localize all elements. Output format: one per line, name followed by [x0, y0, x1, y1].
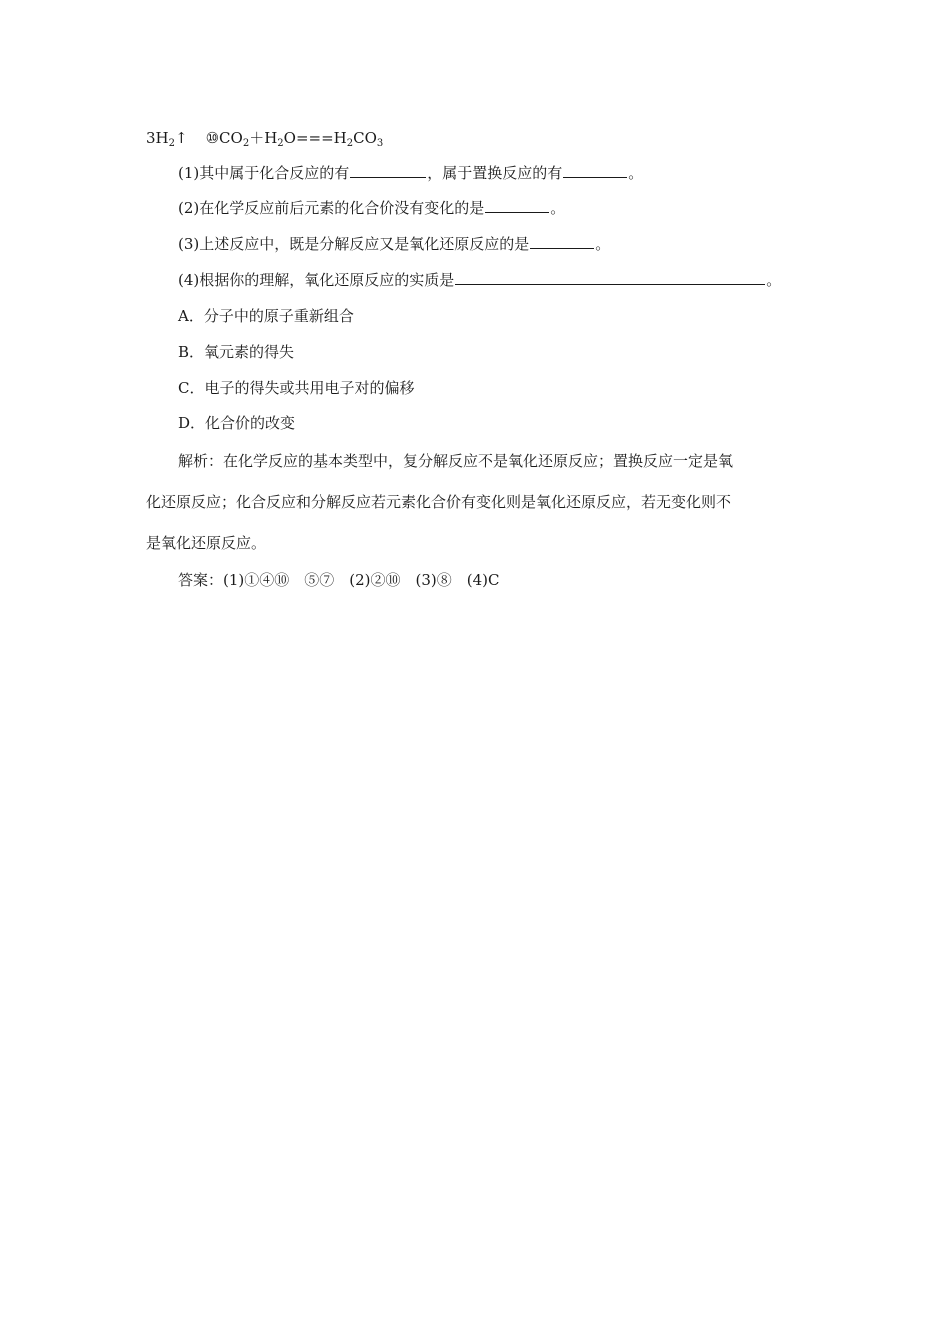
formula-o-eq: O===H	[283, 129, 347, 147]
up-arrow: ↑	[175, 129, 188, 147]
formula-co3: CO	[353, 129, 377, 147]
equation-line	[146, 128, 383, 148]
question-4-end: 。	[766, 271, 782, 289]
formula-co: CO	[219, 129, 243, 147]
answer-blank[interactable]	[530, 234, 594, 249]
question-3-text: (3)上述反应中，既是分解反应又是氧化还原反应的是	[178, 235, 530, 253]
analysis-line-3: 是氧化还原反应。	[146, 534, 267, 552]
answer-line: 答案：(1)①④⑩ ⑤⑦ (2)②⑩ (3)⑧ (4)C	[178, 571, 500, 589]
subscript: 2	[346, 138, 354, 149]
option-c: C．电子的得失或共用电子对的偏移	[178, 379, 415, 397]
answer-blank[interactable]	[455, 270, 765, 285]
formula-plus-h: ＋H	[249, 129, 278, 147]
reaction-number: ⑩	[205, 129, 220, 147]
question-2-text: (2)在化学反应前后元素的化合价没有变化的是	[178, 199, 485, 217]
answer-blank[interactable]	[563, 163, 627, 178]
question-3-end: 。	[595, 235, 611, 253]
question-4-text: (4)根据你的理解，氧化还原反应的实质是	[178, 271, 455, 289]
question-1-end: 。	[628, 164, 644, 182]
answer-blank[interactable]	[350, 163, 426, 178]
subscript: 2	[242, 138, 250, 149]
question-1-text-b: ，属于置换反应的有	[427, 164, 563, 182]
question-4	[178, 270, 781, 290]
analysis-line-2: 化还原反应；化合反应和分解反应若元素化合价有变化则是氧化还原反应，若无变化则不	[146, 493, 732, 511]
subscript: 2	[168, 138, 175, 149]
subscript: 2	[277, 138, 284, 149]
option-d: D．化合价的改变	[178, 414, 296, 432]
option-a: A．分子中的原子重新组合	[178, 307, 354, 325]
analysis-line-1: 解析：在化学反应的基本类型中，复分解反应不是氧化还原反应；置换反应一定是氧	[178, 452, 734, 470]
question-2	[178, 198, 565, 218]
question-1-text-a: (1)其中属于化合反应的有	[178, 164, 350, 182]
question-2-end: 。	[550, 199, 566, 217]
answer-blank[interactable]	[485, 198, 549, 213]
question-3	[178, 234, 610, 254]
option-b: B．氧元素的得失	[178, 343, 295, 361]
question-1	[178, 163, 643, 183]
subscript: 3	[376, 138, 384, 149]
equation-prefix: 3H	[146, 129, 169, 147]
